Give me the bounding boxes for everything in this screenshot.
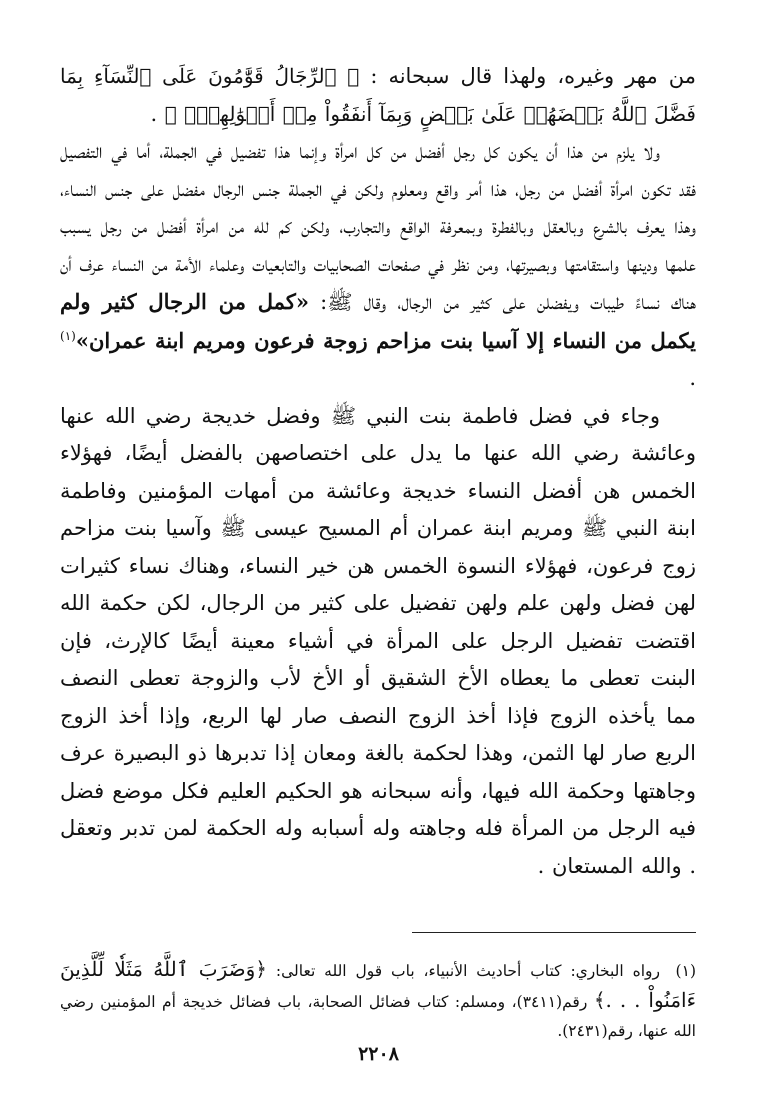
paragraph-2-end: . (689, 366, 696, 390)
footnote-number: (١) (675, 962, 696, 980)
page-body (60, 58, 696, 885)
quran-verse: ﴿ ٱلرِّجَالُ قَوَّٰمُونَ عَلَى ٱلنِّسَآءِ بِمَا فَضَّلَ ٱللَّهُ بَعۡضَهُمۡ عَلَىٰ بَعۡضٍ وَبِمَآ أَنفَقُواْ مِنۡ أَمۡوَٰلِهِمۡۚ ﴾ (60, 64, 696, 126)
paragraph-1-end: . (150, 101, 165, 126)
footnote-text-a: رواه البخاري: كتاب أحاديث الأنبياء، باب قول الله تعالى: (267, 962, 660, 980)
footnote-text-b: رقم(٣٤١١)، ومسلم: كتاب فضائل الصحابة، باب فضائل خديجة أم المؤمنين رضي الله عنها، رقم(٢٤٣١). (60, 993, 696, 1040)
footnote-verse: ﴿وَضَرَبَ ٱللَّهُ مَثَلٗا لِّلَّذِينَ ءَامَنُواْ . . .﴾ (60, 957, 697, 1012)
footnote-reference[interactable]: (١) (60, 328, 76, 343)
paragraph-2 (60, 133, 696, 398)
page-number: ٢٢٠٨ (358, 1043, 399, 1065)
paragraph-3 (60, 398, 696, 886)
paragraph-3-text: وجاء في فضل فاطمة بنت النبي ﷺ وفضل خديجة رضي الله عنها وعائشة رضي الله عنها ما يدل على اختصاصهن بالفضل أيضًا، فهؤلاء الخمس هن أفضل النساء خديجة وعائشة من أمهات المؤمنين وفاطمة ابنة النبي ﷺ ومريم ابنة عمران أم المسيح عيسى ﷺ وآسيا بنت مزاحم زوج فرعون، فهؤلاء النسوة الخمس هن خير النساء، وهناك نساء كثيرات لهن فضل ولهن علم ولهن تفضيل على كثير من الرجال، لكن حكمة الله اقتضت تفضيل الرجل على المرأة في أشياء معينة أيضًا كالإرث، فإن البنت تعطى ما يعطاه الأخ الشقيق أو الأخ لأب والزوجة تعطى النصف مما يأخذه الزوج فإذا أخذ الزوج النصف صار لها الربع، وإذا أخذ الزوج الربع صار لها الثمن، وهذا لحكمة بالغة ومعان إذا تدبرها ذو البصيرة عرف وجاهتها وحكمة الله فيها، وأنه سبحانه هو الحكيم العليم فكل موضع فضل فيه الرجل من المرأة فله وجاهته وله أسبابه وله الحكمة لمن تدبر وتعقل . والله المستعان . (60, 403, 696, 878)
paragraph-1 (60, 58, 696, 133)
main-text (60, 58, 696, 885)
paragraph-2-text: ولا يلزم من هذا أن يكون كل رجل أفضل من كل امرأة وإنما هذا تفضيل في الجملة، أما في التفصيل فقد تكون امرأة أفضل من رجل، هذا أمر واقع ومعلوم ولكن في الجملة جنس الرجال مفضل على جنس النساء، وهذا يعرف بالشرع وبالعقل وبالفطرة وبمعرفة الواقع والتجارب، ولكن كم لله من امرأة أفضل من رجل يسبب علمها ودينها واستقامتها وبصيرتها، ومن نظر في صفحات الصحابيات والتابعيات وعلماء الأمة من النساء عرف أن هناك نساءً طيبات ويفضلن على كثير من الرجال، وقال ﷺ: (60, 139, 696, 314)
paragraph-1-intro: من مهر وغيره، ولهذا قال سبحانه : (359, 64, 697, 88)
hadith-quote: «كمل من الرجال كثير ولم يكمل من النساء إلا آسيا بنت مزاحم زوجة فرعون ومريم ابنة عمران» (60, 289, 696, 353)
footnote-divider (412, 932, 696, 933)
footnotes (60, 955, 696, 1046)
